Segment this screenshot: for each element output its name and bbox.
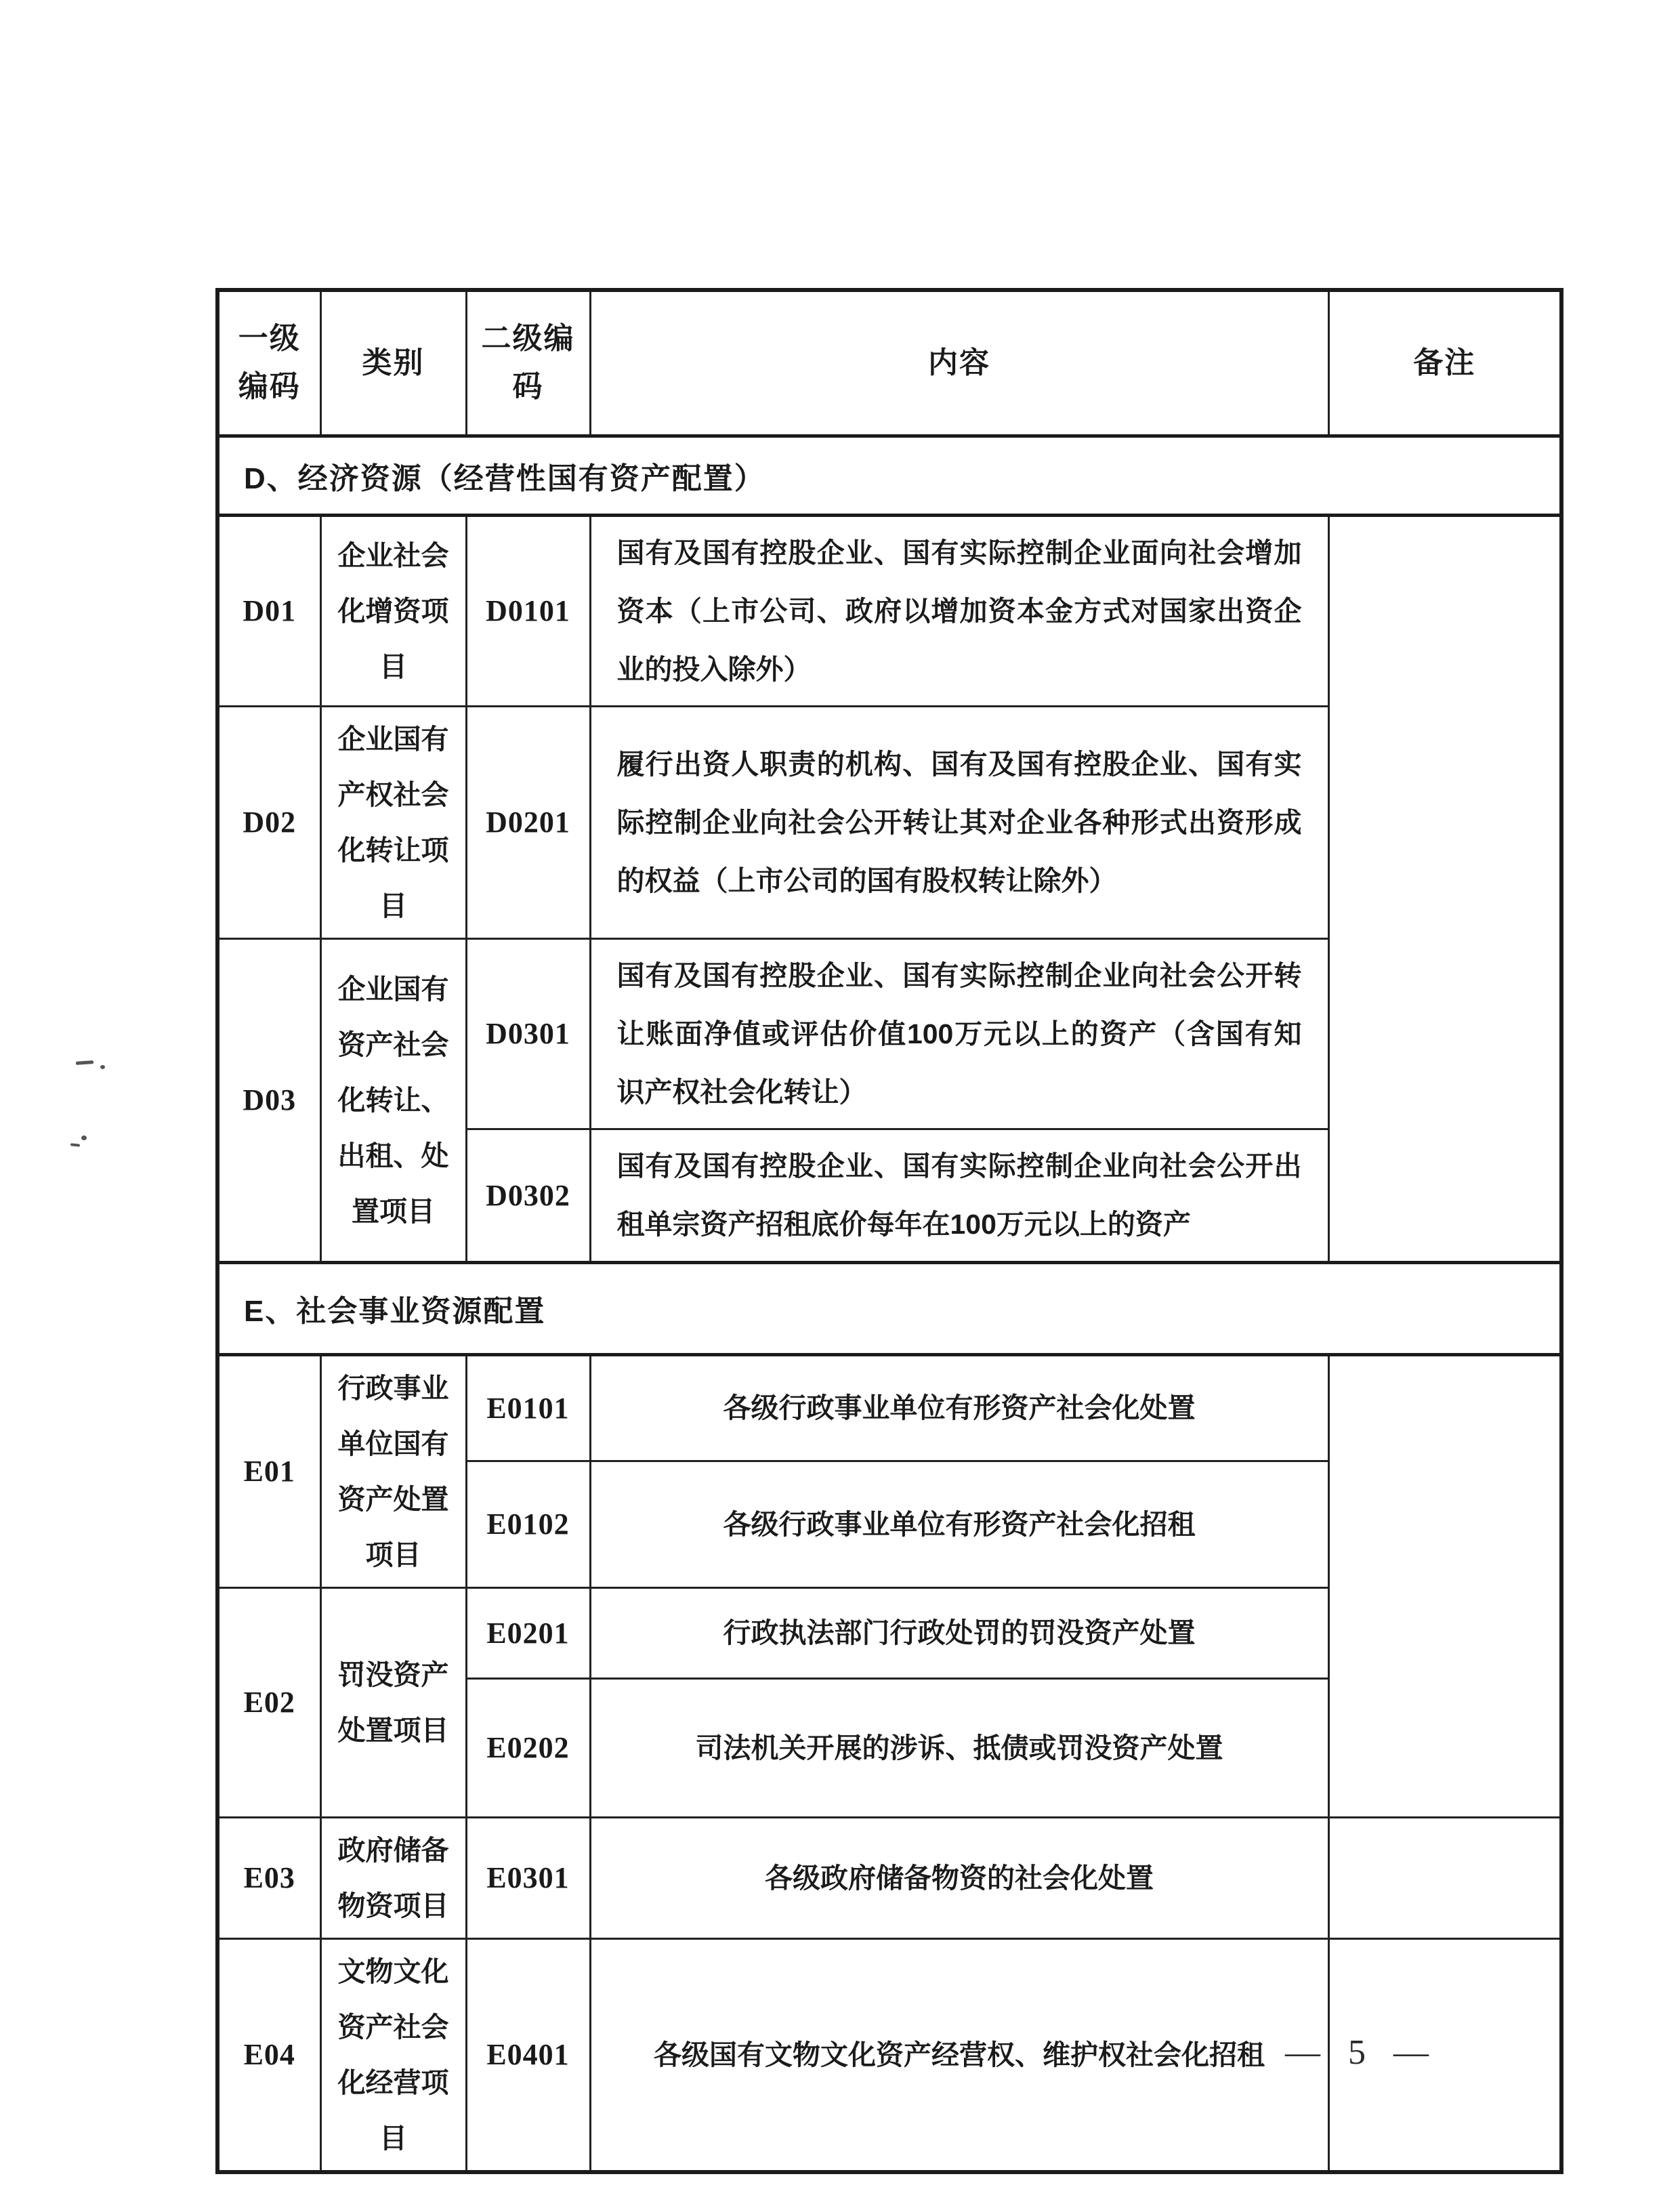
level2-code-e0201: E0201	[466, 1587, 590, 1678]
column-header-level1-code: 一级编码	[217, 290, 320, 436]
section-d-label-row	[217, 436, 1561, 515]
scan-artifact	[100, 1065, 105, 1069]
remark-cell-section-d	[1328, 515, 1561, 1262]
content-d0101: 国有及国有控股企业、国有实际控制企业面向社会增加资本（上市公司、政府以增加资本金方式对国家出资企业的投入除外）	[590, 515, 1328, 706]
level1-code-d02: D02	[217, 706, 320, 938]
category-d02: 企业国有产权社会化转让项目	[320, 706, 466, 938]
scan-artifact	[70, 1143, 80, 1146]
level2-code-e0301: E0301	[466, 1817, 590, 1938]
remark-cell-e01-e02	[1328, 1354, 1561, 1817]
content-e0202: 司法机关开展的涉诉、抵债或罚没资产处置	[590, 1678, 1328, 1817]
content-d0302: 国有及国有控股企业、国有实际控制企业向社会公开出租单宗资产招租底价每年在100万元以上的资产	[590, 1129, 1328, 1262]
level2-code-d0301: D0301	[466, 938, 590, 1129]
classification-table	[215, 288, 1563, 2174]
column-header-category: 类别	[320, 290, 466, 436]
level2-code-e0202: E0202	[466, 1678, 590, 1817]
category-e02: 罚没资产处置项目	[320, 1587, 466, 1817]
level1-code-e04: E04	[217, 1938, 320, 2172]
content-e0101: 各级行政事业单位有形资产社会化处置	[590, 1354, 1328, 1461]
table-row	[217, 1354, 1561, 1461]
level2-code-d0201: D0201	[466, 706, 590, 938]
column-header-content: 内容	[590, 290, 1328, 436]
level2-code-e0101: E0101	[466, 1354, 590, 1461]
remark-cell-e03	[1328, 1817, 1561, 1938]
content-d0301: 国有及国有控股企业、国有实际控制企业向社会公开转让账面净值或评估价值100万元以上的资产（含国有知识产权社会化转让）	[590, 938, 1328, 1129]
level2-code-e0401: E0401	[466, 1938, 590, 2172]
section-e-title: E、社会事业资源配置	[217, 1262, 1561, 1354]
scan-artifact	[81, 1136, 87, 1140]
content-e0201: 行政执法部门行政处罚的罚没资产处置	[590, 1587, 1328, 1678]
content-e0102: 各级行政事业单位有形资产社会化招租	[590, 1461, 1328, 1587]
category-e01: 行政事业单位国有资产处置项目	[320, 1354, 466, 1587]
level1-code-e01: E01	[217, 1354, 320, 1587]
page-number: — 5 —	[1285, 2033, 1438, 2072]
level1-code-d01: D01	[217, 515, 320, 706]
level1-code-e03: E03	[217, 1817, 320, 1938]
content-e0301: 各级政府储备物资的社会化处置	[590, 1817, 1328, 1938]
category-d01: 企业社会化增资项目	[320, 515, 466, 706]
level2-code-e0102: E0102	[466, 1461, 590, 1587]
section-d-title: D、经济资源（经营性国有资产配置）	[217, 436, 1561, 515]
category-e03: 政府储备物资项目	[320, 1817, 466, 1938]
column-header-remark: 备注	[1328, 290, 1561, 436]
section-e-label-row	[217, 1262, 1561, 1354]
content-e0401: 各级国有文物文化资产经营权、维护权社会化招租	[590, 1938, 1328, 2172]
content-d0201: 履行出资人职责的机构、国有及国有控股企业、国有实际控制企业向社会公开转让其对企业各种形式出资形成的权益（上市公司的国有股权转让除外）	[590, 706, 1328, 938]
level1-code-e02: E02	[217, 1587, 320, 1817]
table-row	[217, 515, 1561, 706]
scan-artifact	[76, 1060, 93, 1065]
level1-code-d03: D03	[217, 938, 320, 1262]
category-e04: 文物文化资产社会化经营项目	[320, 1938, 466, 2172]
level2-code-d0101: D0101	[466, 515, 590, 706]
level2-code-d0302: D0302	[466, 1129, 590, 1262]
category-d03: 企业国有资产社会化转让、出租、处置项目	[320, 938, 466, 1262]
column-header-level2-code: 二级编码	[466, 290, 590, 436]
table-header-row	[217, 290, 1561, 436]
table-row	[217, 1817, 1561, 1938]
